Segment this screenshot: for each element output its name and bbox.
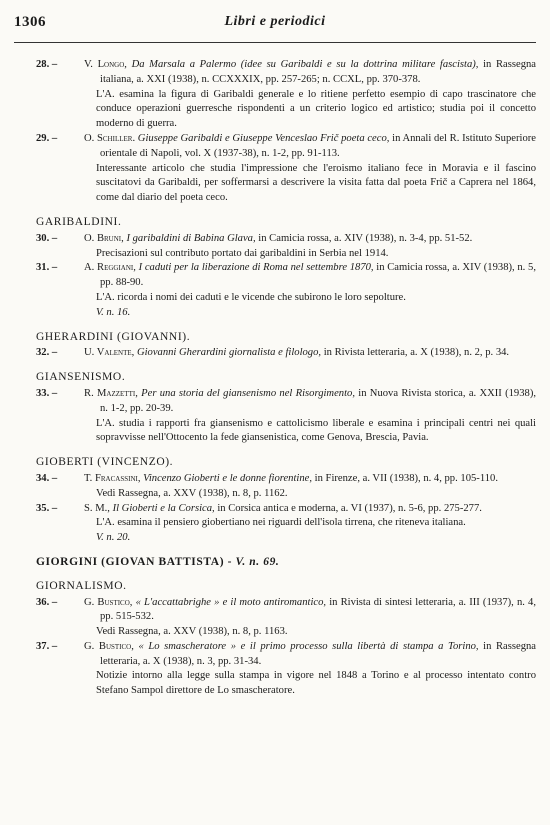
entry-number: 28. – (36, 59, 58, 70)
entry-note: Vedi Rassegna, a. XXV (1938), n. 8, p. 1162. (96, 487, 288, 499)
entry-source: in Nuova Rivista storica, a. XXII (1938), n. 1-2, pp. 20-39. (100, 387, 536, 414)
entry-title: Giovanni Gherardini giornalista e filologo, (136, 347, 322, 359)
entry-note: L'A. esamina il pensiero giobertiano nei riguardi dell'isola tirrena, che riteneva italiana. (96, 517, 466, 529)
section-heading-garibaldini: GARIBALDINI. (36, 215, 122, 228)
entry-29 (36, 132, 536, 206)
bibliography-body (36, 58, 536, 699)
entry-title: I caduti per la liberazione di Roma nel settembre 1870, (138, 262, 374, 274)
section-heading-gherardini: GHERARDINI (GIOVANNI). (36, 330, 191, 343)
entry-author: G. Bustico, (84, 596, 133, 608)
entry-33 (36, 387, 536, 446)
entry-source: in Rivista letteraria, a. X (1938), n. 2, p. 34. (323, 347, 510, 359)
entry-title: Il Gioberti e la Corsica, (112, 502, 215, 514)
entry-note: L'A. studia i rapporti fra giansenismo e cattolicismo liberale e esamina i principali centri nei quali sopravvisse nell'Ottocento la fede giansenistica, come Genova, Brescia, Pavia. (96, 417, 536, 444)
entry-number: 32. – (36, 347, 58, 359)
cross-reference: V. n. 16. (96, 306, 131, 318)
entry-author: O. Schiller. (84, 132, 136, 144)
entry-note: Precisazioni sul contributo portato dai garibaldini in Serbia nel 1914. (96, 247, 389, 259)
entry-31 (36, 261, 536, 320)
entry-note: Interessante articolo che studia l'impressione che l'eroismo italiano fece in Moravia e il fascino suscitatovi da Garibaldi, per soffermarsi a descrivere la visita fatta dal poeta Frič a Caprera nel 1864, come dal diario del poeta ceco. (96, 162, 536, 204)
entry-number: 34. – (36, 472, 58, 484)
entry-source: in Corsica antica e moderna, a. VI (1937), n. 5-6, pp. 275-277. (217, 502, 482, 514)
entry-28 (36, 58, 536, 132)
entry-source: in Firenze, a. VII (1938), n. 4, pp. 105-110. (314, 472, 498, 484)
entry-number: 37. – (36, 640, 58, 652)
entry-source: in Camicia rossa, a. XIV (1938), n. 5, pp. 88-90. (100, 262, 536, 289)
entry-35 (36, 502, 536, 546)
section-heading-giorgini (36, 555, 536, 570)
entry-number: 31. – (36, 262, 58, 274)
page-number: 1306 (14, 14, 46, 30)
header-rule (14, 42, 536, 43)
running-title: Libri e periodici (224, 14, 326, 29)
entry-author: A. Reggiani, (84, 262, 136, 274)
entry-36 (36, 596, 536, 640)
entry-author: S. M., (84, 502, 110, 514)
entry-34 (36, 472, 536, 502)
entry-32 (36, 346, 536, 361)
entry-source: in Camicia rossa, a. XIV (1938), n. 3-4, pp. 51-52. (258, 232, 473, 244)
heading-text: GIORGINI (GIOVAN BATTISTA) - (36, 555, 233, 568)
page-header (14, 14, 536, 34)
entry-author: G. Bustico, (84, 640, 134, 652)
entry-source: in Rivista di sintesi letteraria, a. III (1937), n. 4, pp. 515-532. (100, 596, 536, 623)
entry-30 (36, 232, 536, 262)
entry-author: T. Fracassini, (84, 472, 141, 484)
entry-title: Vincenzo Gioberti e le donne fiorentine, (143, 472, 313, 484)
entry-note: L'A. ricorda i nomi dei caduti e le vicende che subirono le loro sepolture. (96, 291, 406, 303)
entry-title: « Lo smascheratore » e il primo processo sulla libertà di stampa a Torino, (138, 640, 479, 652)
entry-37 (36, 640, 536, 699)
entry-title: Da Marsala a Palermo (idee su Garibaldi e su la dottrina militare fascista), (131, 59, 479, 70)
entry-title: Giuseppe Garibaldi e Giuseppe Venceslao Frič poeta ceco, (137, 132, 390, 144)
entry-source: in Rassegna italiana, a. XXI (1938), n. CCXXXIX, pp. 257-265; n. CCXL, pp. 370-378. (100, 59, 536, 85)
entry-note: Vedi Rassegna, a. XXV (1938), n. 8, p. 1163. (96, 626, 288, 638)
section-heading-gioberti: GIOBERTI (VINCENZO). (36, 456, 174, 469)
section-heading-giornalismo: GIORNALISMO. (36, 579, 127, 592)
entry-title: Per una storia del giansenismo nel Risorgimento, (141, 387, 355, 399)
section-heading-giansenismo: GIANSENISMO. (36, 371, 126, 384)
entry-source: in Annali del R. Istituto Superiore orientale di Napoli, vol. X (1937-38), n. 1-2, pp. 91-113. (100, 132, 536, 159)
entry-number: 33. – (36, 387, 58, 399)
entry-source: in Rassegna letteraria, a. X (1938), n. 3, pp. 31-34. (100, 640, 536, 667)
entry-note: Notizie intorno alla legge sulla stampa in vigore nel 1848 a Torino e al processo intentato contro Stefano Sampol direttore de Lo smascheratore. (96, 670, 536, 697)
entry-author: R. Mazzetti, (84, 387, 138, 399)
entry-author: V. Longo, (84, 59, 127, 70)
entry-title: I garibaldini di Babina Glava, (126, 232, 256, 244)
entry-number: 35. – (36, 502, 58, 514)
entry-title: « L'accattabrighe » e il moto antiromantico, (135, 596, 327, 608)
entry-number: 29. – (36, 132, 58, 144)
entry-number: 30. – (36, 232, 58, 244)
entry-note: L'A. esamina la figura di Garibaldi generale e lo ritiene perfetto esempio di capo trascinatore che conduce operazioni guerresche rispondenti a un criterio logico ed artistico; studia poi il concetto moderno di guerra. (96, 88, 536, 130)
cross-reference: V. n. 69. (235, 555, 280, 568)
entry-author: O. Bruni, (84, 232, 124, 244)
entry-number: 36. – (36, 596, 58, 608)
entry-author: U. Valente, (84, 347, 135, 359)
cross-reference: V. n. 20. (96, 532, 131, 544)
